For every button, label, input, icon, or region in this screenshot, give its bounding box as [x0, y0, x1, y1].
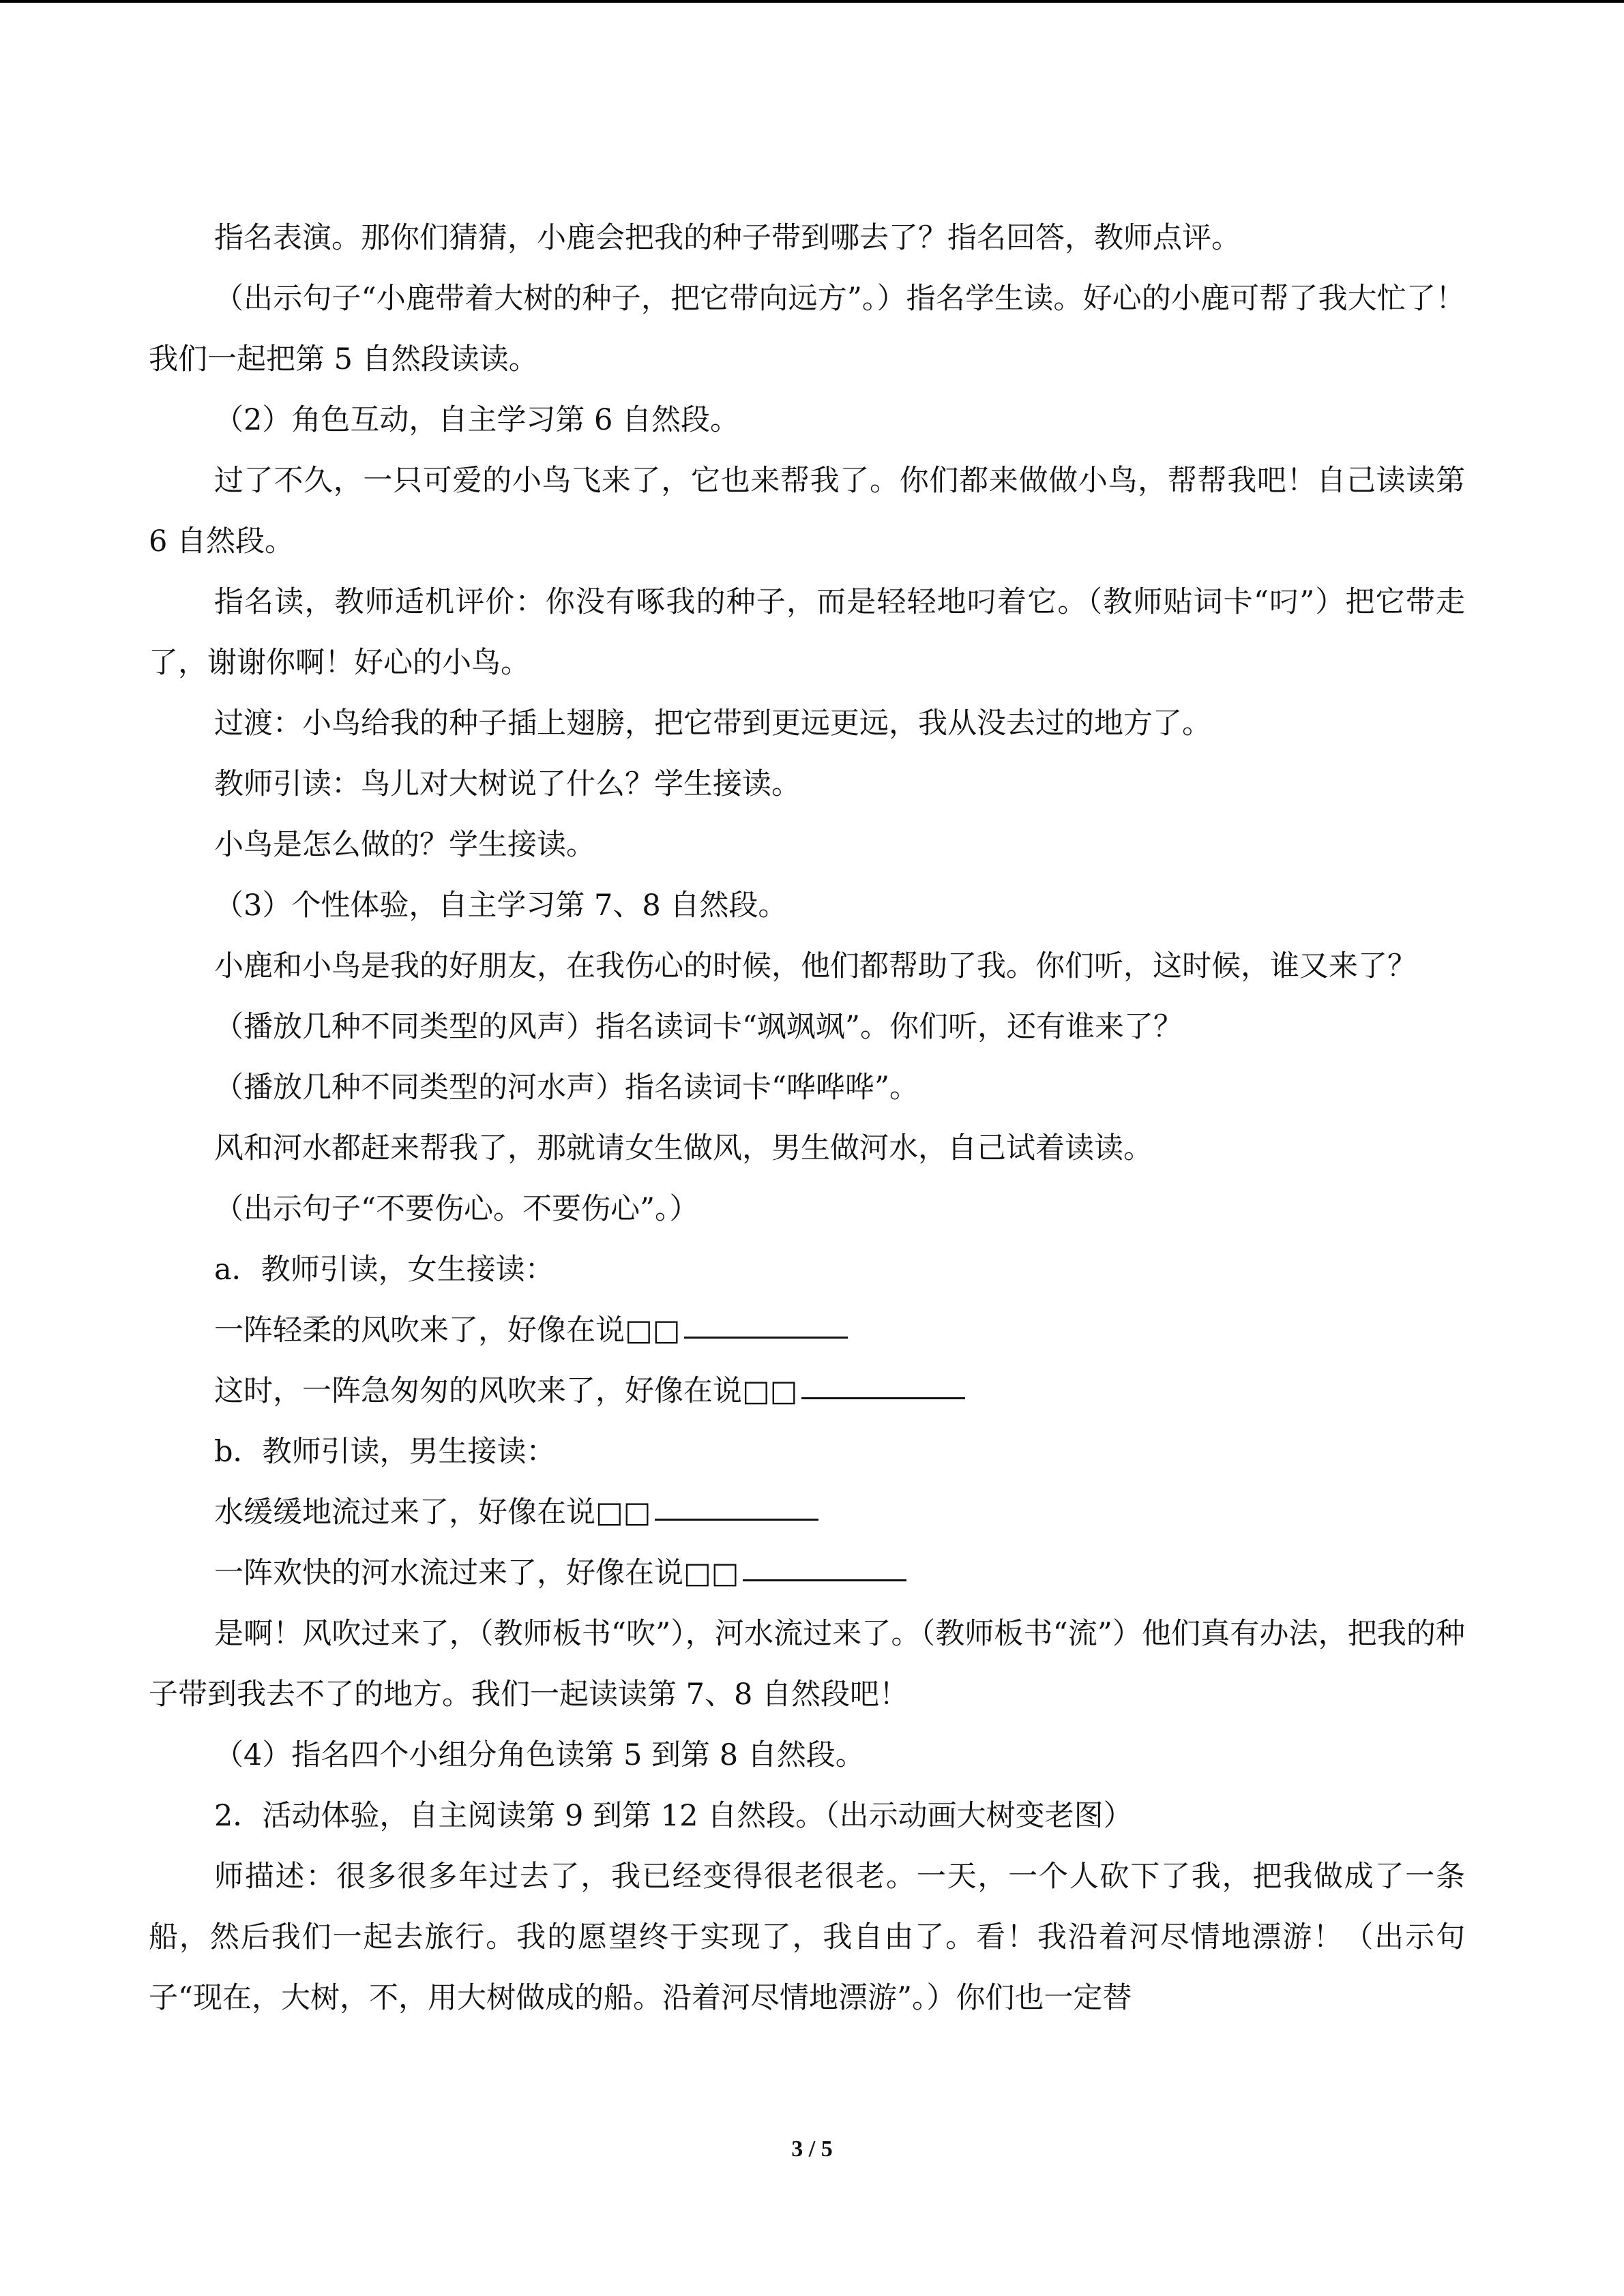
paragraph: b．教师引读，男生接读： [214, 1435, 556, 1469]
top-border-line [0, 0, 1624, 3]
fill-in-line [149, 1543, 1465, 1604]
paragraph: 风和河水都赶来帮我了，那就请女生做风，男生做河水，自己试着读读。 [214, 1131, 1153, 1165]
page-number: 3 / 5 [791, 2136, 833, 2162]
paragraph: （3）个性体验，自主学习第 7、8 自然段。 [214, 889, 788, 923]
paragraph: （2）角色互动，自主学习第 6 自然段。 [214, 403, 740, 437]
fill-in-line [149, 1482, 1465, 1543]
fill-in-line [149, 1361, 1465, 1422]
paragraph: 小鸟是怎么做的？学生接读。 [214, 828, 595, 862]
paragraph: 2．活动体验，自主阅读第 9 到第 12 自然段。（出示动画大树变老图） [214, 1799, 1133, 1833]
paragraph: 是啊！风吹过来了，（教师板书“吹”），河水流过来了。（教师板书“流”）他们真有办法，把我的种子带到我去不了的地方。我们一起读读第 7、8 自然段吧！ [149, 1617, 1465, 1712]
fill-in-prompt: 这时，一阵急匆匆的风吹来了，好像在说□□ [214, 1374, 798, 1408]
paragraph: 过了不久，一只可爱的小鸟飞来了，它也来帮我了。你们都来做做小鸟，帮帮我吧！自己读读第 6 自然段。 [149, 464, 1465, 558]
paragraph: 师描述：很多很多年过去了，我已经变得很老很老。一天，一个人砍下了我，把我做成了一条船，然后我们一起去旅行。我的愿望终于实现了，我自由了。看！我沿着河尽情地漂游！（出示句子“现在，大树，不，用大树做成的船。沿着河尽情地漂游”。）你们也一定替 [149, 1860, 1465, 2015]
answer-blank [743, 1579, 906, 1581]
document-page [149, 208, 1465, 2029]
paragraph: （4）指名四个小组分角色读第 5 到第 8 自然段。 [214, 1738, 865, 1772]
paragraph: 教师引读：鸟儿对大树说了什么？学生接读。 [214, 767, 801, 801]
fill-in-prompt: 一阵轻柔的风吹来了，好像在说□□ [214, 1313, 681, 1347]
answer-blank [655, 1518, 818, 1521]
fill-in-prompt: 一阵欢快的河水流过来了，好像在说□□ [214, 1556, 739, 1590]
paragraph: （播放几种不同类型的风声）指名读词卡“飒飒飒”。你们听，还有谁来了？ [214, 1010, 1183, 1044]
answer-blank [684, 1336, 848, 1339]
paragraph: （播放几种不同类型的河水声）指名读词卡“哗哗哗”。 [214, 1071, 919, 1105]
answer-blank [801, 1397, 965, 1399]
fill-in-prompt: 水缓缓地流过来了，好像在说□□ [214, 1495, 651, 1530]
paragraph: （出示句子“不要伤心。不要伤心”。） [214, 1192, 699, 1226]
fill-in-line [149, 1300, 1465, 1361]
paragraph: 小鹿和小鸟是我的好朋友，在我伤心的时候，他们都帮助了我。你们听，这时候，谁又来了？ [214, 949, 1417, 983]
paragraph: 指名读，教师适机评价：你没有啄我的种子，而是轻轻地叼着它。（教师贴词卡“叼”）把它带走了，谢谢你啊！好心的小鸟。 [149, 585, 1465, 680]
paragraph: 指名表演。那你们猜猜，小鹿会把我的种子带到哪去了？指名回答，教师点评。 [214, 221, 1241, 255]
paragraph: 过渡：小鸟给我的种子插上翅膀，把它带到更远更远，我从没去过的地方了。 [214, 706, 1211, 741]
paragraph: （出示句子“小鹿带着大树的种子，把它带向远方”。）指名学生读。好心的小鹿可帮了我大忙了！我们一起把第 5 自然段读读。 [149, 282, 1465, 376]
paragraph: a．教师引读，女生接读： [214, 1253, 555, 1287]
